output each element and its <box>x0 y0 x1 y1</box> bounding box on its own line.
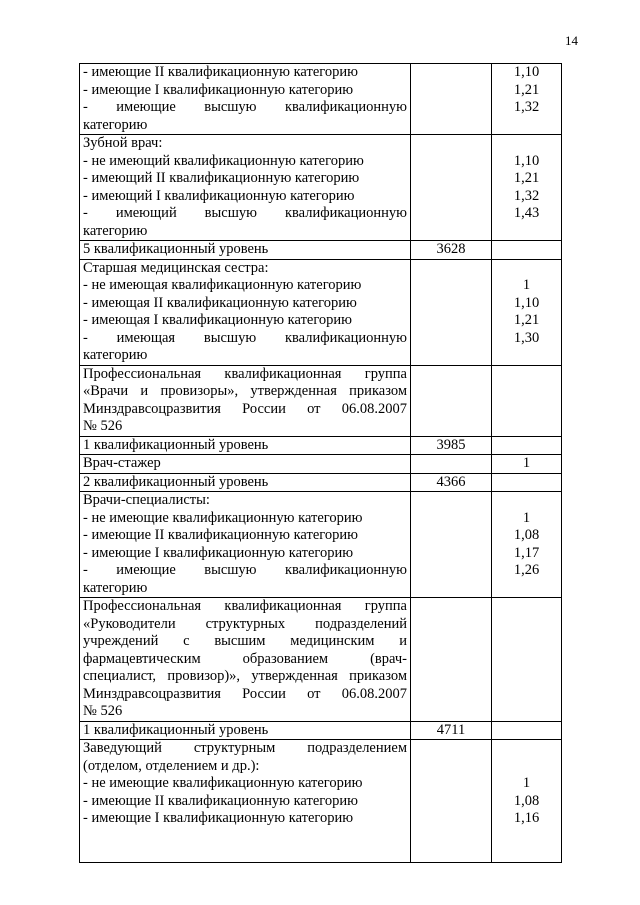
coefficient-value: 1 <box>522 455 531 471</box>
coefficient-value <box>495 633 558 651</box>
position-text-line: - имеющие II квалификационную категорию <box>83 792 358 809</box>
coefficient-value <box>495 418 558 436</box>
base-salary-cell <box>411 455 492 474</box>
position-cell <box>80 241 411 260</box>
coefficient-value: 1,21 <box>513 312 540 328</box>
base-salary-cell <box>411 492 492 598</box>
table-row <box>80 740 562 863</box>
coefficient-value: 1 <box>522 277 531 293</box>
position-text-line <box>83 828 407 846</box>
coefficient-value <box>495 117 558 135</box>
coefficient-value <box>495 758 558 776</box>
position-text-line: Зубной врач: <box>83 135 163 151</box>
base-salary-value <box>414 492 488 510</box>
base-salary-value <box>414 740 488 758</box>
coefficient-value: 1,16 <box>513 810 540 826</box>
coefficient-value: 1 <box>522 775 531 791</box>
base-salary-cell <box>411 259 492 365</box>
position-cell <box>80 455 411 474</box>
coefficient-value: 1,32 <box>513 187 540 204</box>
position-text-line: Врач-стажер <box>83 455 161 471</box>
coefficient-cell <box>492 721 562 740</box>
position-text-line: категорию <box>83 116 148 133</box>
coefficient-value <box>495 223 558 241</box>
table-row <box>80 598 562 722</box>
position-cell <box>80 598 411 722</box>
position-text-line: Профессиональная квалификационная группа <box>83 365 407 382</box>
coefficient-cell <box>492 473 562 492</box>
position-cell <box>80 135 411 241</box>
position-text-line: - имеющие I квалификационную категорию <box>83 810 354 826</box>
base-salary-value <box>414 64 488 82</box>
coefficient-value: 1,21 <box>513 81 540 98</box>
coefficient-value <box>495 580 558 598</box>
coefficient-value <box>495 651 558 669</box>
position-text-line: (отделом, отделением и др.): <box>83 757 260 774</box>
position-text-line: - имеющие высшую квалификационную <box>83 99 407 115</box>
position-text-line: Заведующий структурным подразделением <box>83 740 407 756</box>
base-salary-cell <box>411 241 492 260</box>
coefficient-value <box>495 686 558 704</box>
table-row <box>80 436 562 455</box>
table-row <box>80 721 562 740</box>
coefficient-value: 1,10 <box>513 152 540 169</box>
position-text-line: категорию <box>83 579 148 596</box>
position-text-line: категорию <box>83 222 148 239</box>
position-text-line: - имеющий I квалификационную категорию <box>83 187 355 204</box>
coefficient-cell <box>492 241 562 260</box>
position-text-line: «Врачи и провизоры», утвержденная приказом <box>83 383 407 399</box>
coefficient-value <box>495 598 558 616</box>
base-salary-cell <box>411 473 492 492</box>
coefficient-cell <box>492 436 562 455</box>
coefficient-value <box>495 492 558 510</box>
coefficient-value <box>495 828 558 846</box>
base-salary-value <box>414 366 488 384</box>
base-salary-cell <box>411 365 492 436</box>
position-text-line: - имеющие II квалификационную категорию <box>83 527 358 543</box>
page-number: 14 <box>565 33 578 48</box>
position-text-line: - имеющие I квалификационную категорию <box>83 544 354 561</box>
position-cell <box>80 740 411 863</box>
base-salary-cell <box>411 436 492 455</box>
position-cell <box>80 721 411 740</box>
coefficient-value <box>495 474 558 492</box>
position-text-line: - имеющая высшую квалификационную <box>83 329 407 346</box>
position-text-line: - не имеющая квалификационную категорию <box>83 277 362 293</box>
coefficient-value <box>495 383 558 401</box>
coefficient-value <box>495 668 558 686</box>
base-salary-cell <box>411 64 492 135</box>
table-row <box>80 241 562 260</box>
coefficient-cell <box>492 135 562 241</box>
coefficient-cell <box>492 365 562 436</box>
position-text-line: - имеющий II квалификационную категорию <box>83 170 360 186</box>
position-text-line: учреждений с высшим медицинским и <box>83 633 407 649</box>
base-salary-cell <box>411 721 492 740</box>
salary-coefficient-table <box>79 63 562 863</box>
position-text-line: - имеющие II квалификационную категорию <box>83 64 358 80</box>
base-salary-cell <box>411 740 492 863</box>
position-text-line: - имеющий высшую квалификационную <box>83 205 407 221</box>
coefficient-cell <box>492 259 562 365</box>
base-salary-value <box>414 598 488 616</box>
table-row <box>80 455 562 474</box>
coefficient-value: 1,10 <box>513 64 540 80</box>
position-cell <box>80 436 411 455</box>
position-cell <box>80 365 411 436</box>
base-salary-value: 4366 <box>436 473 466 490</box>
table-row <box>80 365 562 436</box>
position-cell <box>80 492 411 598</box>
coefficient-value: 1,08 <box>513 792 540 809</box>
position-text-line: - имеющая II квалификационную категорию <box>83 294 357 311</box>
position-text-line: 5 квалификационный уровень <box>83 241 269 257</box>
position-text-line: - не имеющий квалификационную категорию <box>83 152 364 169</box>
table-row <box>80 135 562 241</box>
coefficient-value: 1,10 <box>513 294 540 311</box>
base-salary-cell <box>411 598 492 722</box>
position-text-line: № 526 <box>83 418 123 434</box>
coefficient-value: 1,43 <box>513 205 540 221</box>
position-text-line: - не имеющие квалификационную категорию <box>83 775 363 791</box>
coefficient-value <box>495 722 558 740</box>
position-cell <box>80 473 411 492</box>
coefficient-cell <box>492 455 562 474</box>
base-salary-value: 3985 <box>436 436 466 453</box>
position-text-line: категорию <box>83 347 148 363</box>
coefficient-cell <box>492 64 562 135</box>
coefficient-value <box>495 740 558 758</box>
position-cell <box>80 259 411 365</box>
coefficient-value: 1,08 <box>513 527 540 543</box>
position-text-line: - имеющая I квалификационную категорию <box>83 312 353 328</box>
table-row <box>80 492 562 598</box>
coefficient-value: 1,21 <box>513 170 540 186</box>
coefficient-value <box>495 366 558 384</box>
coefficient-value <box>495 437 558 455</box>
coefficient-cell <box>492 740 562 863</box>
coefficient-value <box>495 401 558 419</box>
base-salary-value <box>414 135 488 153</box>
base-salary-value: 4711 <box>436 721 466 738</box>
position-text-line: Профессиональная квалификационная группа <box>83 598 407 614</box>
position-text-line: Минздравсоцразвития России от 06.08.2007 <box>83 400 407 417</box>
coefficient-value <box>495 260 558 278</box>
table-row <box>80 473 562 492</box>
position-text-line: Врачи-специалисты: <box>83 492 210 508</box>
coefficient-value <box>495 241 558 259</box>
position-text-line: фармацевтическим образованием (врач- <box>83 650 407 667</box>
coefficient-cell <box>492 598 562 722</box>
position-text-line: - имеющие высшую квалификационную <box>83 562 407 578</box>
coefficient-value <box>495 703 558 721</box>
table-row <box>80 259 562 365</box>
position-text-line: - не имеющие квалификационную категорию <box>83 509 363 526</box>
coefficient-value: 1,30 <box>513 329 540 346</box>
coefficient-cell <box>492 492 562 598</box>
table-row <box>80 64 562 135</box>
position-cell <box>80 64 411 135</box>
position-text-line: 1 квалификационный уровень <box>83 436 269 453</box>
position-text-line: № 526 <box>83 703 123 719</box>
coefficient-value: 1,17 <box>513 544 540 561</box>
position-text-line: Минздравсоцразвития России от 06.08.2007 <box>83 685 407 702</box>
coefficient-value: 1,32 <box>513 99 540 115</box>
position-text-line: специалист, провизор)», утвержденная приказом <box>83 668 407 684</box>
coefficient-value <box>495 616 558 634</box>
coefficient-value: 1 <box>522 509 531 526</box>
position-text-line: Старшая медицинская сестра: <box>83 259 269 276</box>
position-text-line: «Руководители структурных подразделений <box>83 615 407 632</box>
base-salary-value: 3628 <box>436 241 466 257</box>
blank-line <box>83 845 407 862</box>
coefficient-value: 1,26 <box>513 562 540 578</box>
position-text-line: 1 квалификационный уровень <box>83 721 269 738</box>
position-text-line: 2 квалификационный уровень <box>83 473 269 490</box>
position-text-line: - имеющие I квалификационную категорию <box>83 81 354 98</box>
coefficient-value <box>495 135 558 153</box>
base-salary-cell <box>411 135 492 241</box>
base-salary-value <box>414 455 488 473</box>
coefficient-value <box>495 347 558 365</box>
base-salary-value <box>414 260 488 278</box>
